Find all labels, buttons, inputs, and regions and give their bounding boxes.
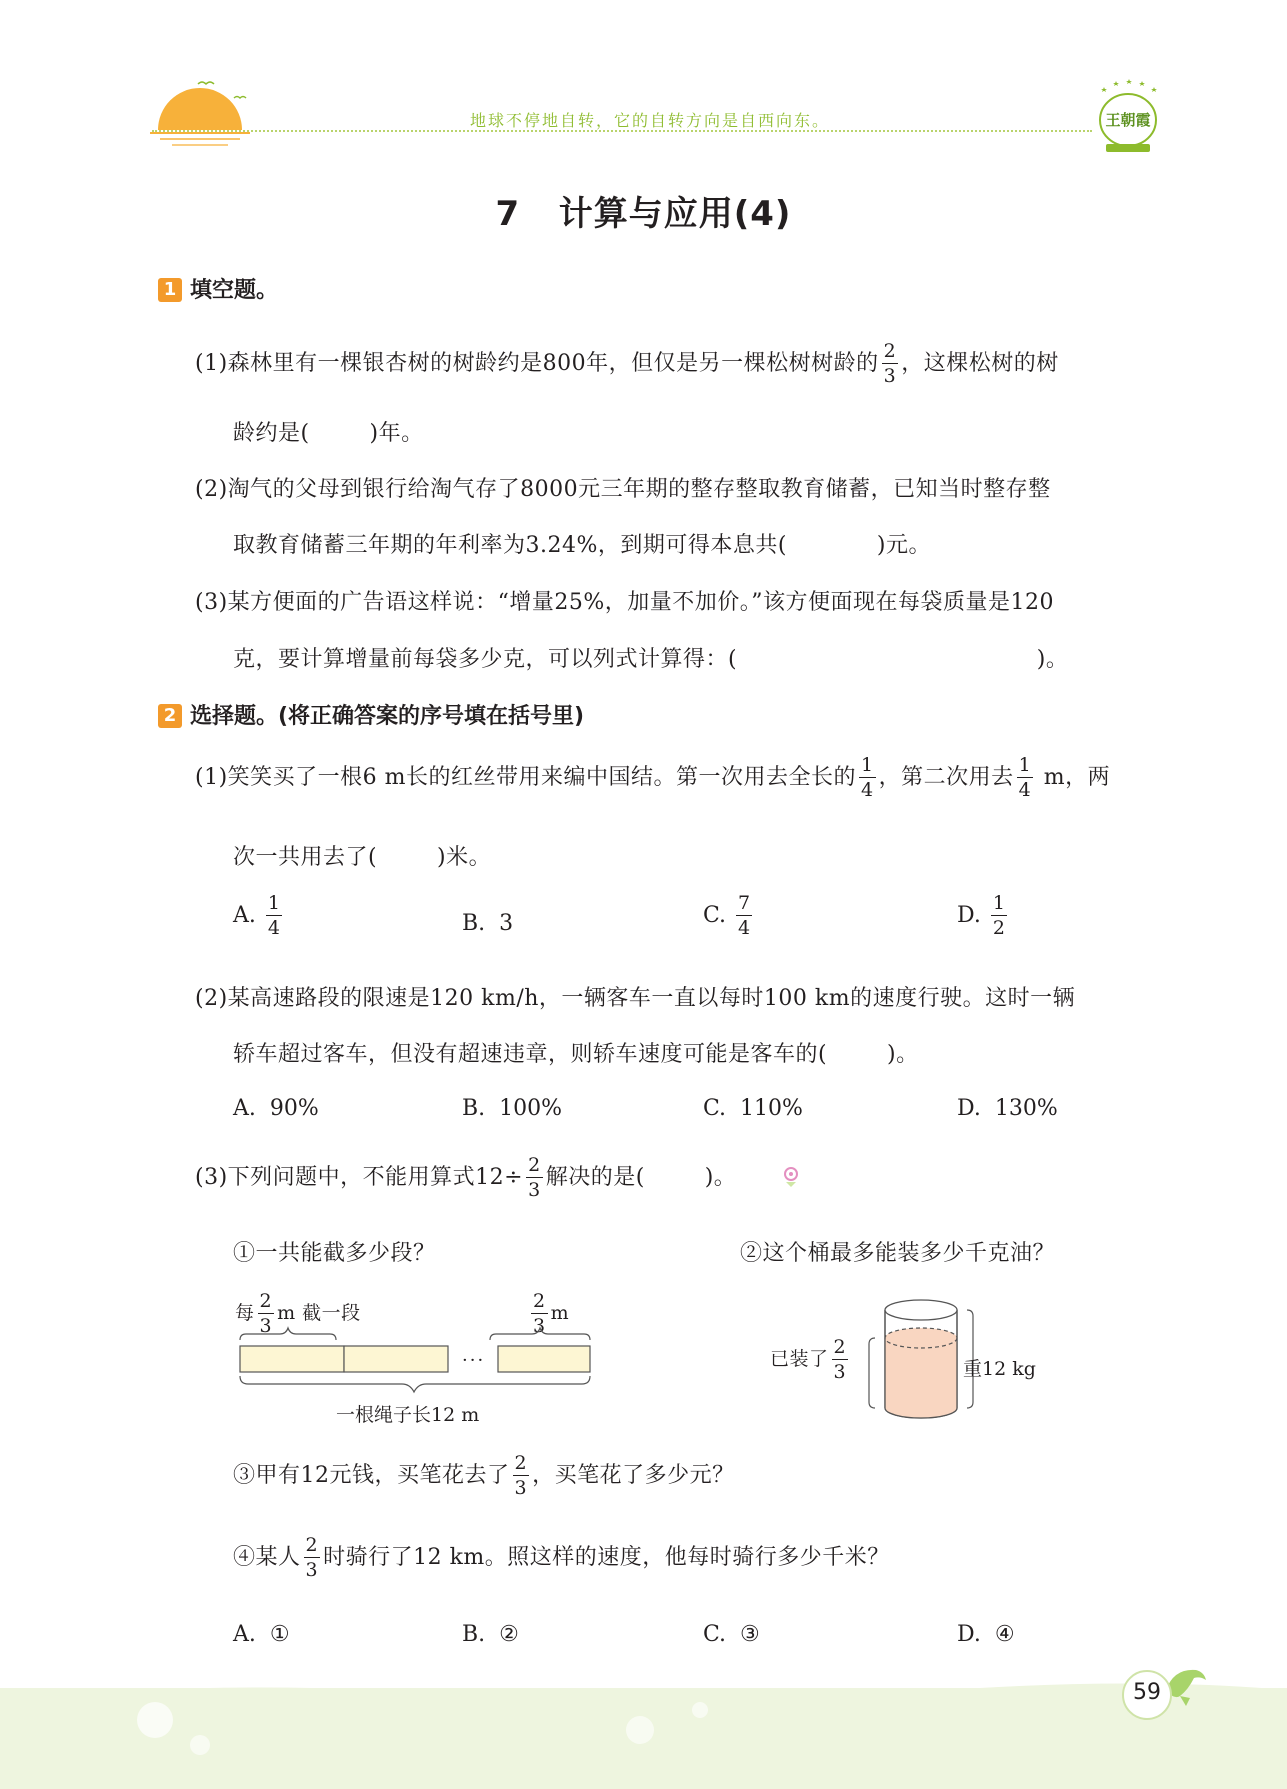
sunset-decoration xyxy=(150,78,250,148)
s2-q1-text-mid: ，第二次用去 xyxy=(878,765,1014,790)
s2-q2-line1: (2)某高速路段的限速是120 km/h，一辆客车一直以每时100 km的速度行驶。这时一辆 xyxy=(195,986,1076,1011)
rope-end-label: $\frac{2}{3}$ m xyxy=(533,1290,570,1337)
section-1-number: 1 xyxy=(158,278,182,302)
brand-logo xyxy=(1092,78,1162,158)
fraction: $\frac{7}{4}$ xyxy=(738,892,751,939)
s2-q1-line2: 次一共用去了( )米。 xyxy=(233,845,492,870)
page-number: 59 xyxy=(1133,1680,1161,1705)
bucket-weight-label: 重12 kg xyxy=(963,1358,1036,1380)
fraction: $\frac{2}{3}$ xyxy=(259,1290,273,1337)
s2-q3-item1: ①一共能截多少段？ xyxy=(233,1241,436,1266)
rope-segment-label: 每 $\frac{2}{3}$ m 截一段 xyxy=(235,1290,361,1337)
s2-q2-option-d: D. 130% xyxy=(957,1096,1058,1121)
s1-q1-line1 xyxy=(195,342,1059,386)
s2-q2-line2: 轿车超过客车，但没有超速违章，则轿车速度可能是客车的( )。 xyxy=(233,1042,919,1067)
s2-q3-option-a: A. ① xyxy=(233,1622,290,1647)
rope-length-label: 一根绳子长12 m xyxy=(336,1404,480,1426)
fraction: $\frac{1}{4}$ xyxy=(267,892,280,939)
fraction: $\frac{2}{3}$ xyxy=(833,1336,847,1383)
footer-bubbles xyxy=(80,1690,780,1780)
section-2-number: 2 xyxy=(158,704,182,728)
fraction: $\frac{2}{3}$ xyxy=(305,1534,319,1581)
fraction: $\frac{1}{4}$ xyxy=(1018,754,1032,801)
s2-q3-option-d: D. ④ xyxy=(957,1622,1015,1647)
hint-pin-icon xyxy=(782,1166,800,1188)
section-1-heading xyxy=(158,273,278,304)
s1-q1-text-end: ，这棵松树的树 xyxy=(901,351,1059,376)
s1-q2-line1: (2)淘气的父母到银行给淘气存了8000元三年期的整存整取教育储蓄，已知当时整存整 xyxy=(195,477,1051,502)
svg-text:王朝霞: 王朝霞 xyxy=(1105,111,1151,129)
s2-q3-option-b: B. ② xyxy=(462,1622,519,1647)
s2-q1-option-c: C. $\frac{7}{4}$ xyxy=(703,892,751,939)
s2-q1-line1 xyxy=(195,756,1110,800)
s2-q3-text-end: 解决的是( )。 xyxy=(545,1165,737,1190)
s2-q2-option-a: A. 90% xyxy=(233,1096,319,1121)
s2-q2-option-b: B. 100% xyxy=(462,1096,563,1121)
s2-q2-option-c: C. 110% xyxy=(703,1096,803,1121)
s2-q3-item4: ④某人 $\frac{2}{3}$ 时骑行了12 km。照这样的速度，他每时骑行多少千米？ xyxy=(233,1534,890,1581)
s2-q3-line1 xyxy=(195,1156,736,1200)
fraction: $\frac{2}{3}$ xyxy=(883,340,897,387)
page-title: 7 计算与应用(4) xyxy=(495,194,792,234)
s2-q3-item2: ②这个桶最多能装多少千克油？ xyxy=(740,1241,1056,1266)
page-number-badge xyxy=(1118,1668,1174,1718)
fraction: $\frac{2}{3}$ xyxy=(514,1452,528,1499)
s2-q1-text-end: m，两 xyxy=(1036,765,1111,790)
s2-q1-text: (1)笑笑买了一根6 m长的红丝带用来编中国结。第一次用去全长的 xyxy=(195,765,857,790)
bucket-figure xyxy=(765,1298,1065,1423)
fraction: $\frac{2}{3}$ xyxy=(533,1290,546,1337)
section-2-heading xyxy=(158,699,584,730)
bucket-filled-label: 已装了 $\frac{2}{3}$ xyxy=(770,1336,847,1383)
rope-bars xyxy=(232,1290,612,1410)
rope-dots: ··· xyxy=(462,1350,486,1371)
s2-q1-option-a: A. $\frac{1}{4}$ xyxy=(233,892,280,939)
s1-q3-line2: 克，要计算增量前每袋多少克，可以列式计算得：( )。 xyxy=(233,647,1069,672)
s1-q1-text: (1)森林里有一棵银杏树的树龄约是800年，但仅是另一棵松树树龄的 xyxy=(195,351,879,376)
fraction: $\frac{1}{4}$ xyxy=(861,754,874,801)
rope-figure xyxy=(232,1290,612,1430)
s2-q3-option-c: C. ③ xyxy=(703,1622,760,1647)
s2-q1-option-b: B. 3 xyxy=(462,911,514,936)
s1-q3-line1: (3)某方便面的广告语这样说：“增量25%，加量不加价。”该方便面现在每袋质量是120 xyxy=(195,590,1055,615)
section-2-title: 选择题。(将正确答案的序号填在括号里) xyxy=(190,704,585,729)
s1-q2-line2: 取教育储蓄三年期的年利率为3.24%，到期可得本息共( )元。 xyxy=(233,533,931,558)
header-slogan: 地球不停地自转，它的自转方向是自西向东。 xyxy=(470,111,831,130)
fraction: $\frac{2}{3}$ xyxy=(528,1154,541,1201)
s1-q1-line2: 龄约是( )年。 xyxy=(233,421,424,446)
section-1-title: 填空题。 xyxy=(190,278,279,303)
s2-q3-item3: ③甲有12元钱，买笔花去了 $\frac{2}{3}$ ，买笔花了多少元？ xyxy=(233,1452,735,1499)
s2-q1-option-d: D. $\frac{1}{2}$ xyxy=(957,892,1005,939)
fraction: $\frac{1}{2}$ xyxy=(992,892,1005,939)
s2-q3-text: (3)下列问题中，不能用算式12÷ xyxy=(195,1165,524,1190)
